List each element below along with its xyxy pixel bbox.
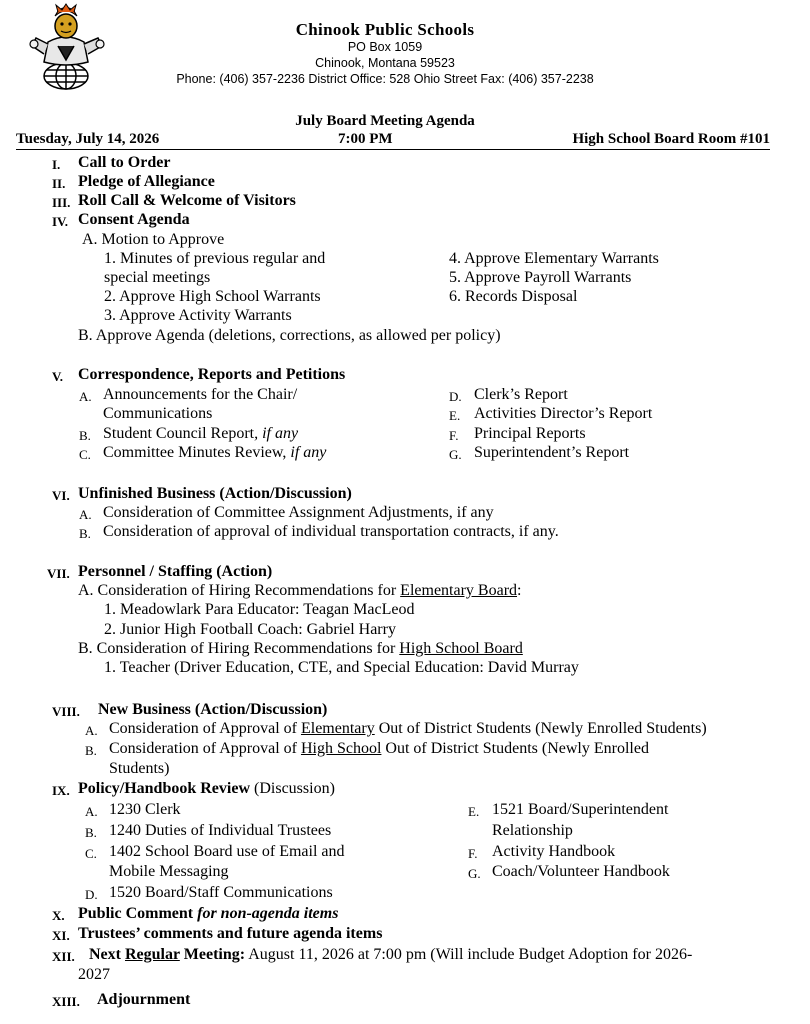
list-item: Activities Director’s Report (474, 405, 653, 422)
list-item: 6. Records Disposal (449, 288, 578, 305)
contact-line: Phone: (406) 357-2236 District Office: 528 Ohio Street Fax: (406) 357-2238 (176, 72, 594, 86)
next-meeting-continued: 2027 (78, 966, 110, 983)
section-number: XIII. (52, 994, 80, 1009)
list-item: 3. Approve Activity Warrants (104, 307, 292, 324)
meeting-location: High School Board Room #101 (572, 131, 770, 147)
section-title: Policy/Handbook Review (Discussion) (78, 780, 335, 797)
list-item-continued: Students) (109, 760, 170, 777)
list-item: Relationship (492, 822, 573, 839)
list-item: Activity Handbook (492, 843, 616, 860)
list-item: 5. Approve Payroll Warrants (449, 269, 632, 286)
list-item: Superintendent’s Report (474, 444, 630, 461)
meeting-info-row (16, 131, 770, 150)
list-item: Consideration of approval of individual transportation contracts, if any. (103, 523, 559, 540)
item-letter: D. (85, 887, 98, 902)
item-letter: B. (79, 428, 91, 443)
list-item: Consideration of Approval of High School Out of District Students (Newly Enrolled (109, 740, 649, 757)
list-item: 1402 School Board use of Email and (109, 843, 345, 860)
next-meeting-line: Next Regular Meeting: August 11, 2026 at 7:00 pm (Will include Budget Adoption for 2026- (89, 946, 693, 963)
section-number: VII. (47, 566, 70, 581)
section-title: Unfinished Business (Action/Discussion) (78, 485, 352, 502)
list-item: 1. Meadowlark Para Educator: Teagan MacLeod (104, 601, 415, 618)
section-title: Call to Order (78, 154, 171, 171)
consent-item-b: B. Approve Agenda (deletions, corrections, as allowed per policy) (78, 327, 501, 344)
section-title: Consent Agenda (78, 211, 190, 228)
school-name: Chinook Public Schools (295, 20, 475, 39)
section-number: I. (52, 157, 61, 172)
section-number: VIII. (52, 704, 80, 719)
list-item: Mobile Messaging (109, 863, 229, 880)
section-number: XII. (52, 949, 75, 964)
personnel-item-b: B. Consideration of Hiring Recommendations for High School Board (78, 640, 523, 657)
list-item: Principal Reports (474, 425, 586, 442)
meeting-time: 7:00 PM (338, 131, 393, 147)
list-item: 2. Approve High School Warrants (104, 288, 321, 305)
list-item: Consideration of Committee Assignment Adjustments, if any (103, 504, 494, 521)
section-number: XI. (52, 928, 70, 943)
item-letter: B. (85, 825, 97, 840)
list-item: 1. Teacher (Driver Education, CTE, and Special Education: David Murray (104, 659, 579, 676)
section-number: IV. (52, 214, 69, 229)
list-item: 2. Junior High Football Coach: Gabriel Harry (104, 621, 396, 638)
section-title: Adjournment (97, 991, 191, 1008)
section-number: II. (52, 176, 66, 191)
item-letter: G. (468, 866, 481, 881)
item-letter: A. (85, 723, 98, 738)
list-item: 1230 Clerk (109, 801, 181, 818)
list-item: Communications (103, 405, 213, 422)
item-letter: E. (449, 408, 461, 423)
list-item: 1240 Duties of Individual Trustees (109, 822, 332, 839)
item-letter: A. (85, 804, 98, 819)
item-letter: F. (468, 846, 478, 861)
list-item: Clerk’s Report (474, 386, 568, 403)
section-title: Pledge of Allegiance (78, 173, 215, 190)
list-item: Committee Minutes Review, if any (103, 444, 327, 461)
section-number: III. (52, 195, 71, 210)
meeting-date: Tuesday, July 14, 2026 (16, 131, 160, 147)
item-letter: E. (468, 804, 480, 819)
item-letter: B. (79, 526, 91, 541)
section-title: Correspondence, Reports and Petitions (78, 366, 346, 383)
section-title: Public Comment for non-agenda items (78, 905, 339, 922)
item-letter: A. (79, 389, 92, 404)
list-item: Consideration of Approval of Elementary Out of District Students (Newly Enrolled Students) (109, 720, 707, 737)
item-letter: C. (85, 846, 97, 861)
section-title: New Business (Action/Discussion) (98, 701, 328, 718)
section-number: X. (52, 908, 65, 923)
item-letter: F. (449, 428, 459, 443)
consent-item-a: A. Motion to Approve (82, 231, 225, 248)
personnel-item-a: A. Consideration of Hiring Recommendations for Elementary Board: (78, 582, 522, 599)
list-item: 1520 Board/Staff Communications (109, 884, 333, 901)
po-box: PO Box 1059 (347, 40, 423, 54)
section-number: VI. (52, 488, 70, 503)
list-item: 1521 Board/Superintendent (492, 801, 669, 818)
list-item: Coach/Volunteer Handbook (492, 863, 670, 880)
list-item: Announcements for the Chair/ (103, 386, 298, 403)
section-title: Roll Call & Welcome of Visitors (78, 192, 296, 209)
list-item: Student Council Report, if any (103, 425, 299, 442)
item-letter: C. (79, 447, 91, 462)
section-number: V. (52, 369, 63, 384)
item-letter: D. (449, 389, 462, 404)
list-item: 1. Minutes of previous regular and (104, 250, 326, 267)
agenda-title: July Board Meeting Agenda (295, 113, 475, 129)
list-item: special meetings (104, 269, 211, 286)
item-letter: G. (449, 447, 462, 462)
city-state-zip: Chinook, Montana 59523 (315, 56, 455, 70)
item-letter: B. (85, 743, 97, 758)
list-item: 4. Approve Elementary Warrants (449, 250, 659, 267)
section-number: IX. (52, 783, 70, 798)
section-title: Trustees’ comments and future agenda items (78, 925, 383, 942)
section-title: Personnel / Staffing (Action) (78, 563, 273, 580)
item-letter: A. (79, 507, 92, 522)
